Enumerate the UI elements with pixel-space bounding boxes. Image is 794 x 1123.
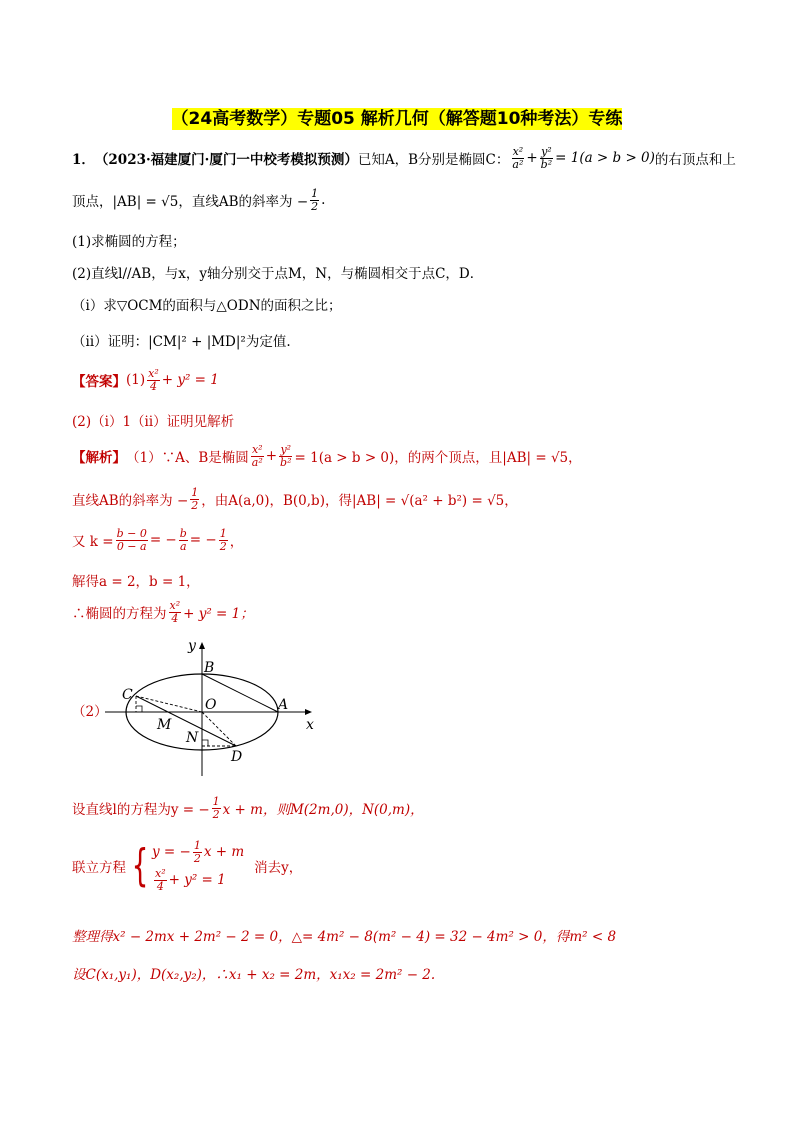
problem-line-2: 顶点，|AB| = √5，直线AB的斜率为 − $\frac{1}{2}$ .: [72, 187, 326, 213]
analysis-line-8: 整理得x² − 2mx + 2m² − 2 = 0，△= 4m² − 8(m² − 4) = 32 − 4m² > 0，得m² < 8: [72, 929, 617, 945]
answer-line-2: (2)（i）1（ⅱ）证明见解析: [72, 414, 235, 430]
label-y: y: [188, 638, 196, 654]
label-a: A: [278, 697, 289, 713]
analysis-line-2: 直线AB的斜率为 − $\frac{1}{2}$ ，由A(a,0)，B(0,b)，得|AB| = √(a² + b²) = √5，: [72, 486, 518, 512]
analysis-line-1: 【解析】 （1）∵A、B是椭圆 $\frac{\text{x²}}{\text{a²}}$ + $\frac{\text{y²}}{\text{b²}}$ = 1(a > b > 0)，的两个顶点，且|AB| = √5，: [72, 443, 582, 469]
answer-line-1: 【答案】 (1) $\frac{\text{x²}}{4}$ + y² = 1: [72, 367, 219, 393]
analysis-line-7: 联立方程 { y = − $\frac{1}{2}$ x + m $\frac{\text{x²}}{4}$ + y² = 1 消去y，: [72, 839, 303, 893]
fraction: $\frac{\text{x²}}{\text{a²}}$: [512, 145, 524, 171]
fraction: $\frac{b}{a}$: [179, 527, 187, 553]
analysis-line-4: 解得a = 2，b = 1，: [72, 574, 200, 590]
dashed-oc: [136, 696, 202, 712]
fraction: $\frac{\text{x²}}{4}$: [155, 867, 166, 893]
part-2-label: （2）: [72, 704, 108, 720]
label-n: N: [186, 730, 199, 746]
dashed-od: [202, 712, 236, 746]
analysis-line-6: 设直线l的方程为y = − $\frac{1}{2}$ x + m，则M(2m,0)，N(0,m)，: [72, 795, 424, 821]
analysis-line-5: ∴椭圆的方程为 $\frac{\text{x²}}{4}$ + y² = 1；: [72, 599, 254, 625]
y-axis-arrow: [199, 642, 205, 649]
fraction: $\frac{1}{2}$: [191, 486, 199, 512]
question-2: (2)直线l//AB，与x，y轴分别交于点M，N，与椭圆相交于点C，D．: [72, 266, 484, 282]
question-2-ii: （ⅱ）证明：|CM|² + |MD|²为定值.: [72, 334, 291, 350]
page-title: （24高考数学）专题05 解析几何（解答题10种考法）专练: [171, 109, 623, 129]
equation-system: { y = − $\frac{1}{2}$ x + m $\frac{\text{x²}}{4}$ + y² = 1: [131, 839, 245, 893]
fraction: $\frac{\text{x²}}{4}$: [169, 599, 181, 625]
fraction: $\frac{\text{y²}}{\text{b²}}$: [540, 145, 553, 171]
question-2-i: （i）求▽OCM的面积与△ODN的面积之比；: [72, 298, 342, 314]
analysis-line-9: 设C(x₁,y₁)，D(x₂,y₂)，∴x₁ + x₂ = 2m，x₁x₂ = 2m² − 2.: [72, 967, 436, 983]
fraction: $\frac{\text{x²}}{\text{a²}}$: [251, 443, 263, 469]
right-angle-c: [136, 706, 142, 712]
label-b: B: [204, 660, 215, 676]
fraction: $\frac{b - 0}{0 - a}$: [116, 527, 147, 553]
fraction: $\frac{\text{y²}}{\text{b²}}$: [280, 443, 292, 469]
fraction: $\frac{1}{2}$: [311, 187, 319, 213]
ellipse-diagram: [100, 634, 325, 779]
fraction: $\frac{1}{2}$: [219, 527, 227, 553]
x-axis-arrow: [305, 709, 312, 715]
fraction: $\frac{1}{2}$: [212, 795, 220, 821]
label-d: D: [231, 749, 243, 765]
problem-line-1: 1． （2023·福建厦门·厦门一中校考模拟预测） 已知A，B分别是椭圆C： $\frac{\text{x²}}{\text{a²}}$ + $\frac{\text{y²}}{\text{b²}}$ = 1(a > b > 0) 的右顶点和上: [72, 145, 736, 171]
right-angle-n: [202, 740, 208, 746]
label-m: M: [157, 717, 172, 733]
label-o: O: [205, 697, 217, 713]
analysis-line-3: 又 k = $\frac{b - 0}{0 - a}$ = − $\frac{b}{a}$ = − $\frac{1}{2}$ ，: [72, 527, 244, 553]
fraction: $\frac{\text{x²}}{4}$: [148, 367, 159, 393]
fraction: $\frac{1}{2}$: [193, 839, 201, 865]
question-1: (1)求椭圆的方程；: [72, 234, 186, 250]
label-c: C: [122, 687, 133, 703]
label-x: x: [306, 717, 314, 733]
